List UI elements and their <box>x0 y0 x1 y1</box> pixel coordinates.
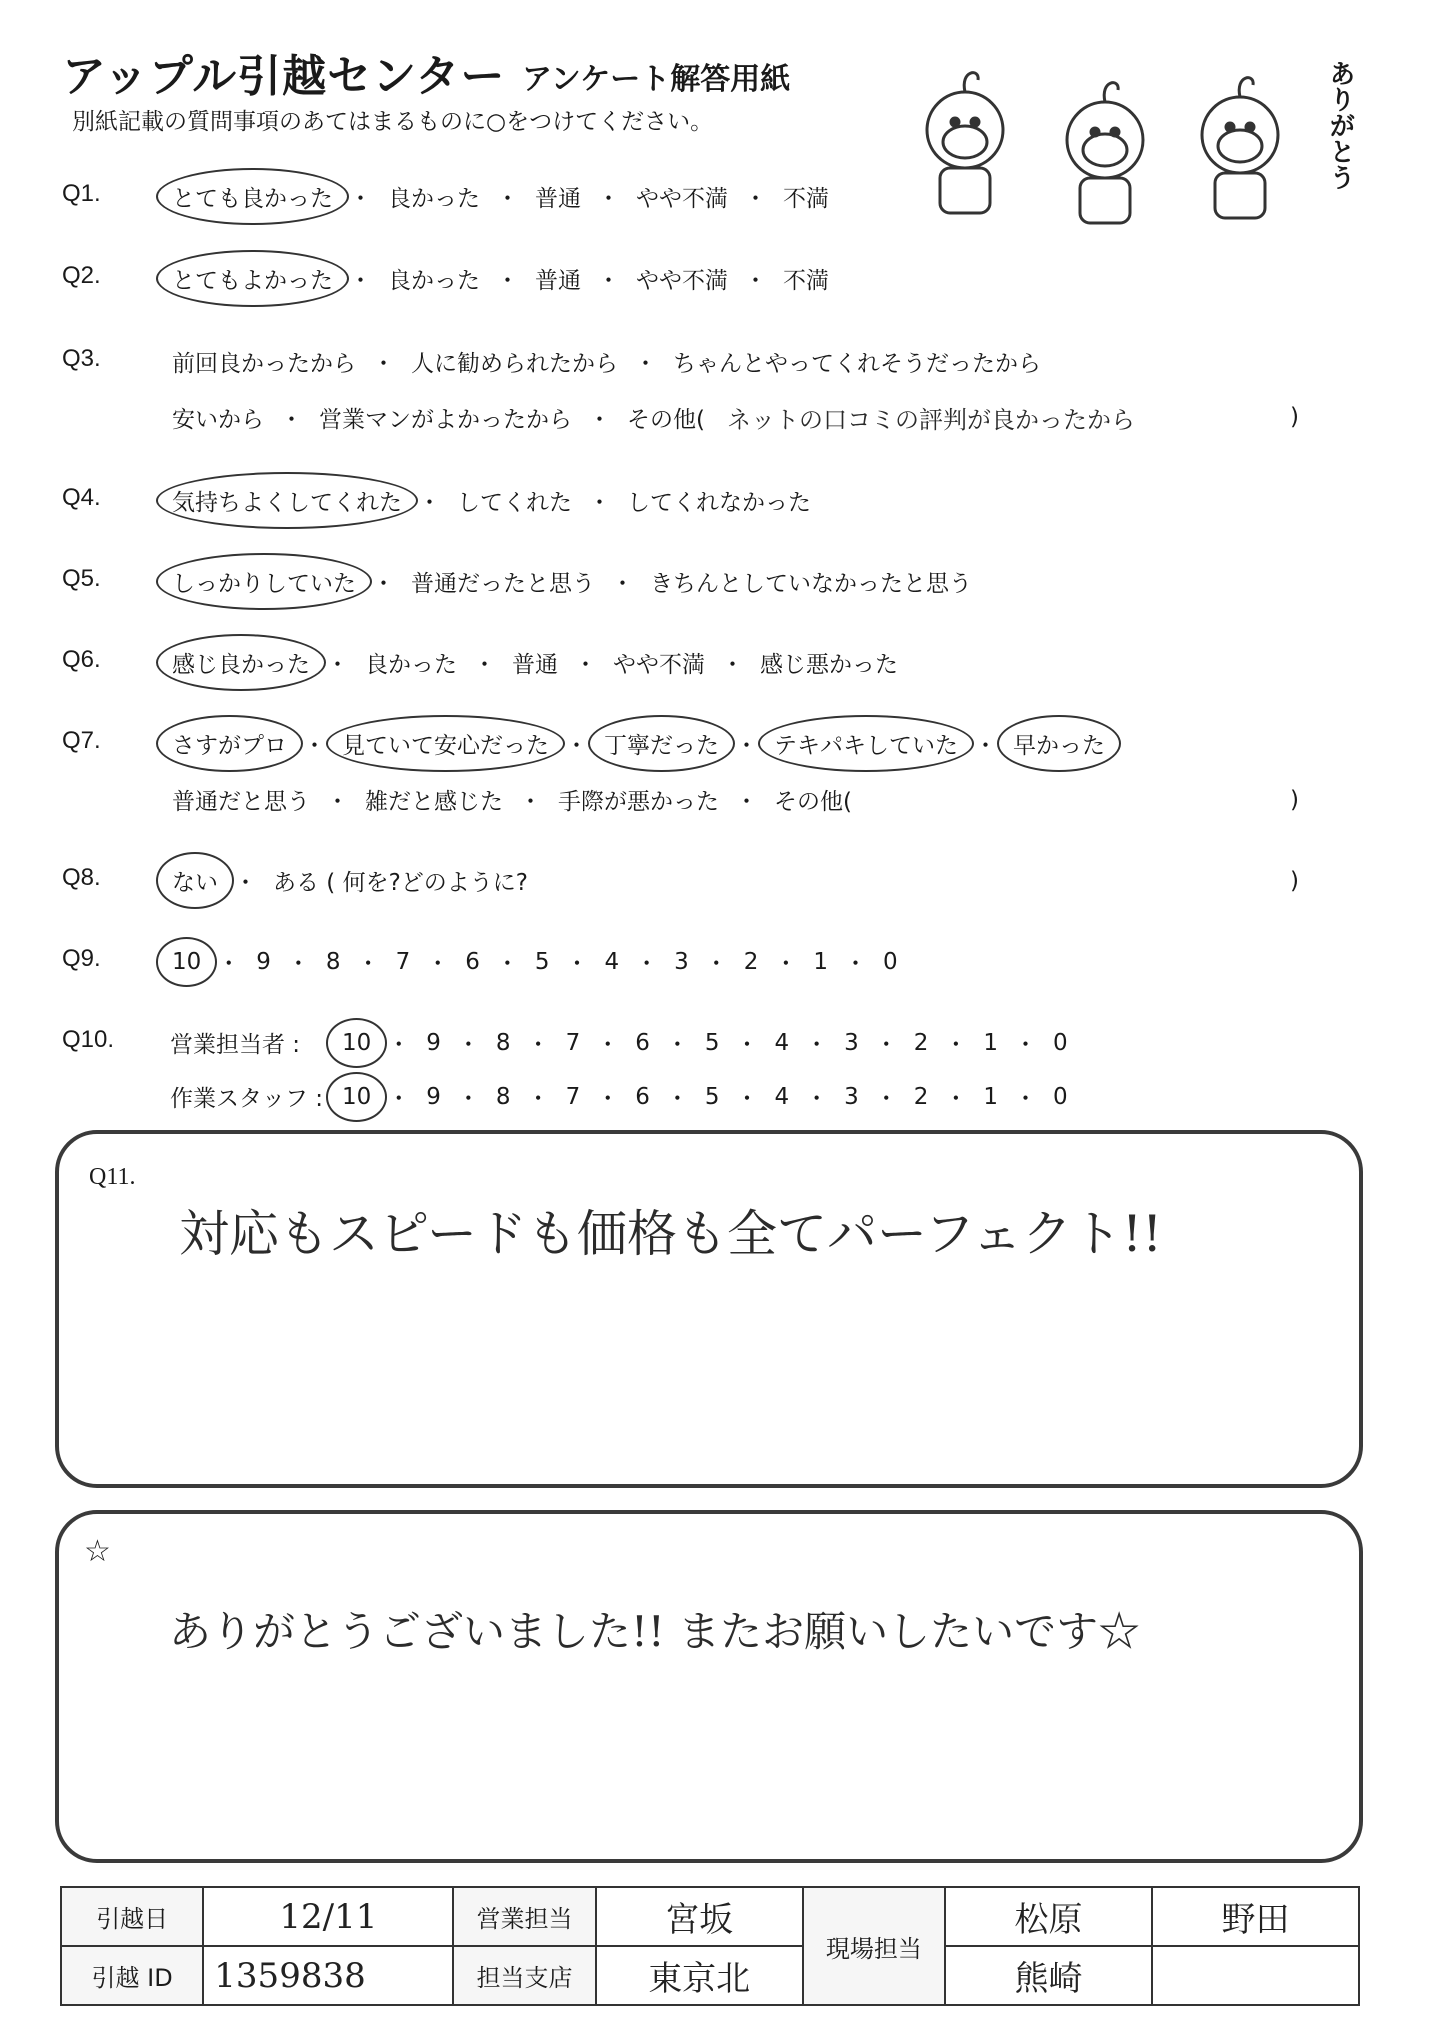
q10-sales-label: 営業担当者 : <box>170 1032 301 1058</box>
q3-close-paren: ) <box>1290 404 1299 430</box>
star-comment-box[interactable] <box>55 1510 1363 1863</box>
q6-option-4[interactable]: やや不満 <box>613 652 705 678</box>
q10-label: Q10. <box>62 1026 115 1053</box>
q6-option-5[interactable]: 感じ悪かった <box>760 652 898 678</box>
q6-option-3[interactable]: 普通 <box>512 652 558 678</box>
branch-value: 東京北 <box>596 1946 803 2005</box>
q9-score-8[interactable]: 8 <box>325 948 341 975</box>
q10-sales-score-0[interactable]: 0 <box>1053 1029 1068 1056</box>
q9-score-6[interactable]: 6 <box>465 948 480 975</box>
sales-rep-value: 宮坂 <box>596 1887 803 1946</box>
move-date-label: 引越日 <box>61 1887 203 1946</box>
monkey-mascots-illustration <box>900 50 1340 230</box>
sales-rep-label: 営業担当 <box>453 1887 595 1946</box>
q10-staff-score-7[interactable]: 7 <box>565 1083 581 1110</box>
q5-option-2[interactable]: 普通だったと思う <box>411 571 595 597</box>
q4-option-1[interactable]: 気持ちよくしてくれた <box>170 484 404 517</box>
q10-sales-score-8[interactable]: 8 <box>495 1029 511 1056</box>
q3-option-3[interactable]: ちゃんとやってくれそうだったから <box>673 351 1041 377</box>
q11-comment-handwritten: 対応もスピードも価格も全てパーフェクト!! <box>179 1205 1163 1263</box>
star-comment-handwritten: ありがとうございました!! またお願いしたいです☆ <box>169 1607 1141 1656</box>
q2-option-3[interactable]: 普通 <box>535 268 581 294</box>
q9-score-9[interactable]: 9 <box>256 948 271 975</box>
q1-option-2[interactable]: 良かった <box>388 186 480 212</box>
move-id-label: 引越 ID <box>61 1946 203 2005</box>
monkey-mascot-2 <box>1067 83 1143 223</box>
q7-option-1[interactable]: さすがプロ <box>170 727 289 760</box>
q10-sales-score-1[interactable]: 1 <box>983 1029 999 1056</box>
q5-option-3[interactable]: きちんとしていなかったと思う <box>650 571 972 597</box>
q3-options-line2: 安いから ・ 営業マンがよかったから ・ その他( ネットの口コミの評判が良かったから <box>170 400 1135 435</box>
q7-options-line1: さすがプロ ・ 見ていて安心だった ・ 丁寧だった ・ テキパキしていた ・ 早かった <box>170 727 1107 760</box>
q3-options-line1: 前回良かったから ・ 人に勧められたから ・ ちゃんとやってくれそうだったから <box>170 345 1043 378</box>
q10-staff-score-6[interactable]: 6 <box>635 1083 650 1110</box>
q8-label: Q8. <box>62 864 101 891</box>
company-title: アップル引越センター <box>62 51 506 102</box>
q9-score-2[interactable]: 2 <box>743 948 759 975</box>
q5-options: しっかりしていた ・ 普通だったと思う ・ きちんとしていなかったと思う <box>170 565 974 598</box>
q9-scale: 10 ・ 9 ・ 8 ・ 7 ・ 6 ・ 5 ・ 4 ・ 3 ・ 2 ・ 1 ・ 0 <box>172 948 898 977</box>
info-row-1 <box>61 1887 1359 1946</box>
branch-label: 担当支店 <box>453 1946 595 2005</box>
q10-sales-score-7[interactable]: 7 <box>565 1029 581 1056</box>
q10-sales-score-6[interactable]: 6 <box>635 1029 650 1056</box>
q2-label: Q2. <box>62 262 101 289</box>
q3-label: Q3. <box>62 345 101 372</box>
q7-option-4[interactable]: テキパキしていた <box>772 727 960 760</box>
q10-sales-score-2[interactable]: 2 <box>913 1029 929 1056</box>
q2-option-1[interactable]: とてもよかった <box>170 262 335 295</box>
q9-label: Q9. <box>62 945 101 972</box>
q3-option-5[interactable]: 営業マンがよかったから <box>319 407 572 433</box>
site-staff-empty-cell <box>1152 1946 1359 2005</box>
q7-close-paren: ) <box>1290 787 1299 813</box>
q7-option-3[interactable]: 丁寧だった <box>602 727 721 760</box>
q5-option-1[interactable]: しっかりしていた <box>170 565 358 598</box>
monkey-mascot-3 <box>1202 78 1278 218</box>
q9-score-1[interactable]: 1 <box>813 948 829 975</box>
site-staff-3: 野田 <box>1152 1887 1359 1946</box>
star-label: ☆ <box>84 1535 111 1568</box>
q2-option-4[interactable]: やや不満 <box>636 268 728 294</box>
q8-option-some[interactable]: ある ( 何を?どのように? <box>273 870 529 896</box>
q9-score-4[interactable]: 4 <box>604 948 620 975</box>
q9-score-10[interactable]: 10 <box>172 948 202 975</box>
q2-options: とてもよかった ・ 良かった ・ 普通 ・ やや不満 ・ 不満 <box>170 262 831 295</box>
q10-sales-score-9[interactable]: 9 <box>426 1029 441 1056</box>
site-staff-1: 松原 <box>945 1887 1152 1946</box>
q10-sales-score-3[interactable]: 3 <box>844 1029 859 1056</box>
q7-options-line2: 普通だと思う ・ 雑だと感じた ・ 手際が悪かった ・ その他( <box>170 783 854 816</box>
q6-label: Q6. <box>62 646 101 673</box>
form-subtitle: アンケート解答用紙 <box>522 62 791 97</box>
q5-label: Q5. <box>62 565 101 592</box>
q10-staff-score-3[interactable]: 3 <box>844 1083 859 1110</box>
q4-option-3[interactable]: してくれなかった <box>627 490 811 516</box>
q3-other-label[interactable]: その他( <box>627 407 705 433</box>
monkey-mascot-1 <box>927 73 1003 213</box>
info-row-2 <box>61 1946 1359 2005</box>
q11-comment-box[interactable] <box>55 1130 1363 1488</box>
q4-label: Q4. <box>62 484 101 511</box>
site-staff-label: 現場担当 <box>803 1887 945 2005</box>
q10-staff-score-5[interactable]: 5 <box>704 1083 720 1110</box>
q10-staff-score-9[interactable]: 9 <box>426 1083 441 1110</box>
q4-options: 気持ちよくしてくれた ・ してくれた ・ してくれなかった <box>170 484 813 517</box>
q10-staff-label: 作業スタッフ : <box>170 1086 324 1112</box>
q1-option-4[interactable]: やや不満 <box>636 186 728 212</box>
q9-score-7[interactable]: 7 <box>395 948 411 975</box>
q10-staff-score-10[interactable]: 10 <box>342 1083 372 1110</box>
q10-sales-scale: 営業担当者 : 10 ・ 9 ・ 8 ・ 7 ・ 6 ・ 5 ・ 4 ・ 3 ・ 2 ・ 1 ・ 0 <box>170 1026 1070 1059</box>
q7-option-8[interactable]: 手際が悪かった <box>558 789 719 815</box>
instruction-text: 別紙記載の質問事項のあてはまるものに○をつけてください。 <box>72 109 714 135</box>
q10-sales-score-5[interactable]: 5 <box>704 1029 720 1056</box>
q7-option-2[interactable]: 見ていて安心だった <box>340 727 551 760</box>
q3-option-4[interactable]: 安いから <box>172 407 264 433</box>
q7-other-label[interactable]: その他( <box>774 789 852 815</box>
q7-label: Q7. <box>62 727 101 754</box>
thanks-text: ありがとう <box>1325 60 1355 190</box>
q4-option-2[interactable]: してくれた <box>457 490 572 516</box>
q10-staff-score-8[interactable]: 8 <box>495 1083 511 1110</box>
q10-sales-score-10[interactable]: 10 <box>342 1029 372 1056</box>
q10-staff-score-0[interactable]: 0 <box>1053 1083 1068 1110</box>
q7-option-7[interactable]: 雑だと感じた <box>365 789 503 815</box>
q6-option-2[interactable]: 良かった <box>365 652 457 678</box>
q2-option-2[interactable]: 良かった <box>388 268 480 294</box>
q1-label: Q1. <box>62 180 101 207</box>
q10-staff-scale: 作業スタッフ : 10 ・ 9 ・ 8 ・ 7 ・ 6 ・ 5 ・ 4 ・ 3 ・ 2 ・ 1 ・ 0 <box>170 1080 1070 1113</box>
q10-staff-score-2[interactable]: 2 <box>913 1083 929 1110</box>
q1-options: とても良かった ・ 良かった ・ 普通 ・ やや不満 ・ 不満 <box>170 180 831 213</box>
q9-score-0[interactable]: 0 <box>883 948 898 975</box>
q8-options: ない ・ ある ( 何を?どのように? <box>170 864 530 897</box>
move-id-value: 1359838 <box>203 1946 453 2005</box>
q1-option-3[interactable]: 普通 <box>535 186 581 212</box>
q2-option-5[interactable]: 不満 <box>783 268 829 294</box>
q6-option-1[interactable]: 感じ良かった <box>170 646 312 679</box>
move-info-table <box>60 1886 1360 2006</box>
q1-option-5[interactable]: 不満 <box>783 186 829 212</box>
q8-close-paren: ) <box>1290 868 1299 894</box>
q3-other-handwritten: ネットの口コミの評判が良かったから <box>726 406 1135 434</box>
q10-sales-score-4[interactable]: 4 <box>774 1029 790 1056</box>
q10-staff-score-4[interactable]: 4 <box>774 1083 790 1110</box>
q7-option-5[interactable]: 早かった <box>1011 727 1107 760</box>
q1-option-1[interactable]: とても良かった <box>170 180 335 213</box>
q9-score-3[interactable]: 3 <box>674 948 689 975</box>
q11-label: Q11. <box>89 1164 136 1190</box>
q10-staff-score-1[interactable]: 1 <box>983 1083 999 1110</box>
q6-options: 感じ良かった ・ 良かった ・ 普通 ・ やや不満 ・ 感じ悪かった <box>170 646 900 679</box>
q3-option-1[interactable]: 前回良かったから <box>172 351 356 377</box>
q7-option-6[interactable]: 普通だと思う <box>172 789 310 815</box>
move-date-value: 12/11 <box>203 1887 453 1946</box>
q9-score-5[interactable]: 5 <box>534 948 550 975</box>
q8-option-none[interactable]: ない <box>170 864 220 897</box>
q3-option-2[interactable]: 人に勧められたから <box>411 351 618 377</box>
site-staff-2: 熊崎 <box>945 1946 1152 2005</box>
